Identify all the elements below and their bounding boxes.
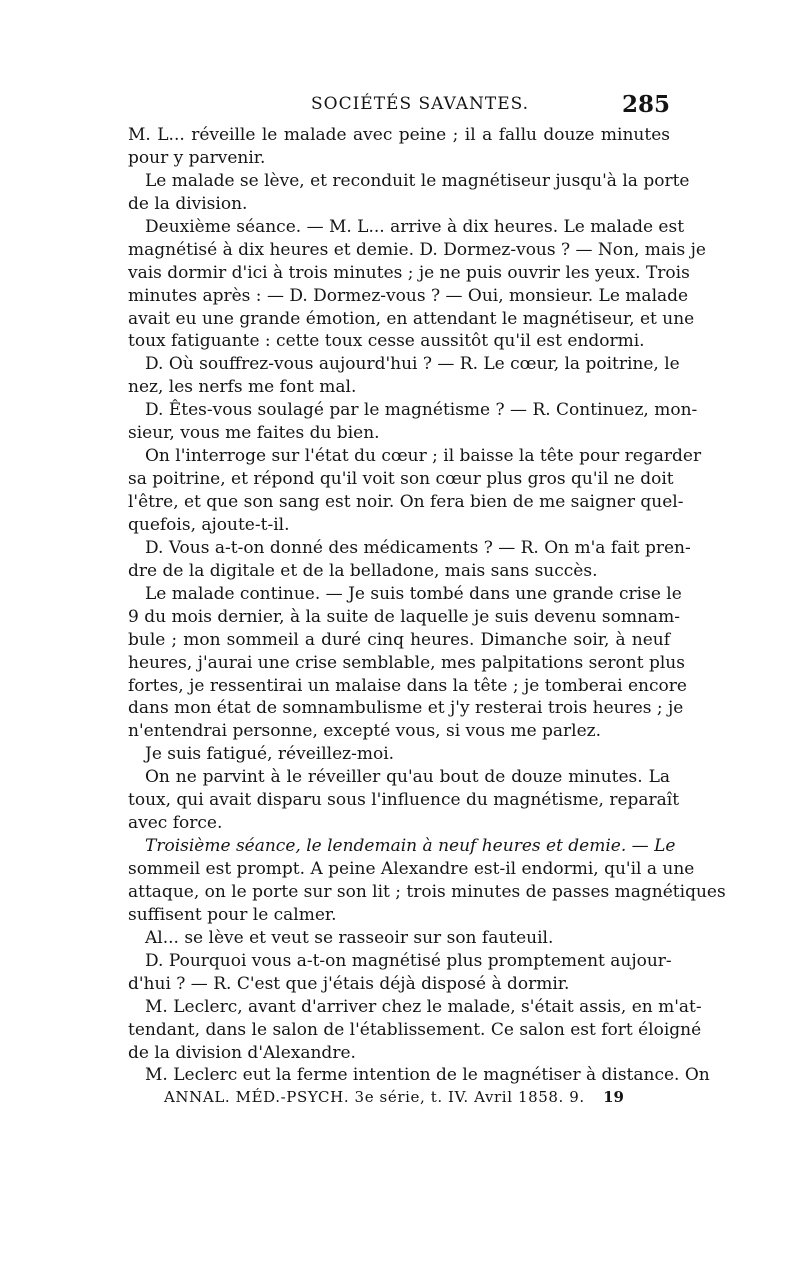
- text-line: avait eu une grande émotion, en attendant le magnétiseur, et une: [128, 308, 695, 329]
- running-title: SOCIÉTÉS SAVANTES.: [311, 94, 530, 114]
- text-line: Je suis fatigué, réveillez-moi.: [145, 744, 395, 765]
- text-line: sieur, vous me faites du bien.: [128, 423, 380, 444]
- text-line: On l'interroge sur l'état du cœur ; il baisse la tête pour regarder: [145, 446, 702, 467]
- text-line: D. Pourquoi vous a-t-on magnétisé plus promptement aujour-: [145, 950, 672, 971]
- text-line: Le malade continue. — Je suis tombé dans une grande crise le: [145, 583, 682, 604]
- text-line: bule ; mon sommeil a duré cinq heures. Dimanche soir, à neuf: [128, 629, 670, 650]
- text-line: Troisième séance, le lendemain à neuf heures et demie. — Le: [145, 836, 676, 857]
- text-line: M. Leclerc eut la ferme intention de le magnétiser à distance. On: [145, 1065, 710, 1086]
- text-line: M. Leclerc, avant d'arriver chez le malade, s'était assis, en m'at-: [145, 996, 702, 1017]
- text-line: fortes, je ressentirai un malaise dans la tête ; je tomberai encore: [128, 675, 687, 696]
- text-line: l'être, et que son sang est noir. On fera bien de me saigner quel-: [128, 492, 684, 512]
- text-line: pour y parvenir.: [128, 147, 266, 168]
- text-line: D. Où souffrez-vous aujourd'hui ? — R. Le cœur, la poitrine, le: [145, 354, 680, 375]
- page-footer: [164, 1088, 624, 1112]
- text-line: Le malade se lève, et reconduit le magnétiseur jusqu'à la porte: [145, 170, 690, 191]
- text-line: magnétisé à dix heures et demie. D. Dormez-vous ? — Non, mais je: [128, 239, 706, 260]
- text-line: tendant, dans le salon de l'établissement. Ce salon est fort éloigné: [128, 1019, 702, 1040]
- text-line: attaque, on le porte sur son lit ; trois minutes de passes magnétiques: [128, 881, 726, 902]
- body-text: [128, 124, 726, 1086]
- text-line: sommeil est prompt. A peine Alexandre est-il endormi, qu'il a une: [128, 859, 695, 879]
- text-line: dans mon état de somnambulisme et j'y resterai trois heures ; je: [128, 698, 684, 719]
- text-line: suffisent pour le calmer.: [128, 904, 337, 925]
- sheet-number: 19: [603, 1088, 624, 1106]
- text-line: de la division.: [128, 193, 248, 214]
- text-line: nez, les nerfs me font mal.: [128, 377, 357, 398]
- text-line: d'hui ? — R. C'est que j'étais déjà disposé à dormir.: [128, 973, 570, 994]
- text-line: Deuxième séance. — M. L... arrive à dix heures. Le malade est: [145, 216, 685, 237]
- page-number: 285: [621, 91, 670, 118]
- text-line: quefois, ajoute-t-il.: [128, 514, 290, 535]
- text-line: 9 du mois dernier, à la suite de laquelle je suis devenu somnam-: [128, 606, 680, 627]
- text-line: toux fatiguante : cette toux cesse aussitôt qu'il est endormi.: [128, 331, 645, 352]
- signature-line: ANNAL. MÉD.-PSYCH. 3e série, t. IV. Avril 1858. 9.: [164, 1088, 585, 1106]
- page-header: [128, 92, 670, 124]
- text-line: D. Êtes-vous soulagé par le magnétisme ? — R. Continuez, mon-: [145, 400, 698, 421]
- text-line: dre de la digitale et de la belladone, mais sans succès.: [128, 560, 598, 581]
- text-line: D. Vous a-t-on donné des médicaments ? — R. On m'a fait pren-: [145, 537, 691, 558]
- text-line: Al... se lève et veut se rasseoir sur son fauteuil.: [145, 927, 554, 948]
- text-line: n'entendrai personne, excepté vous, si vous me parlez.: [128, 721, 602, 742]
- text-line: toux, qui avait disparu sous l'influence du magnétisme, reparaît: [128, 790, 680, 811]
- text-line: heures, j'aurai une crise semblable, mes palpitations seront plus: [128, 652, 685, 673]
- text-line: On ne parvint à le réveiller qu'au bout de douze minutes. La: [145, 767, 670, 788]
- text-line: avec force.: [128, 813, 223, 834]
- text-line: minutes après : — D. Dormez-vous ? — Oui, monsieur. Le malade: [128, 285, 689, 306]
- text-line: vais dormir d'ici à trois minutes ; je ne puis ouvrir les yeux. Trois: [128, 262, 690, 283]
- text-line: sa poitrine, et répond qu'il voit son cœur plus gros qu'il ne doit: [128, 469, 674, 490]
- text-line: M. L... réveille le malade avec peine ; il a fallu douze minutes: [128, 125, 670, 145]
- text-line: de la division d'Alexandre.: [128, 1042, 356, 1063]
